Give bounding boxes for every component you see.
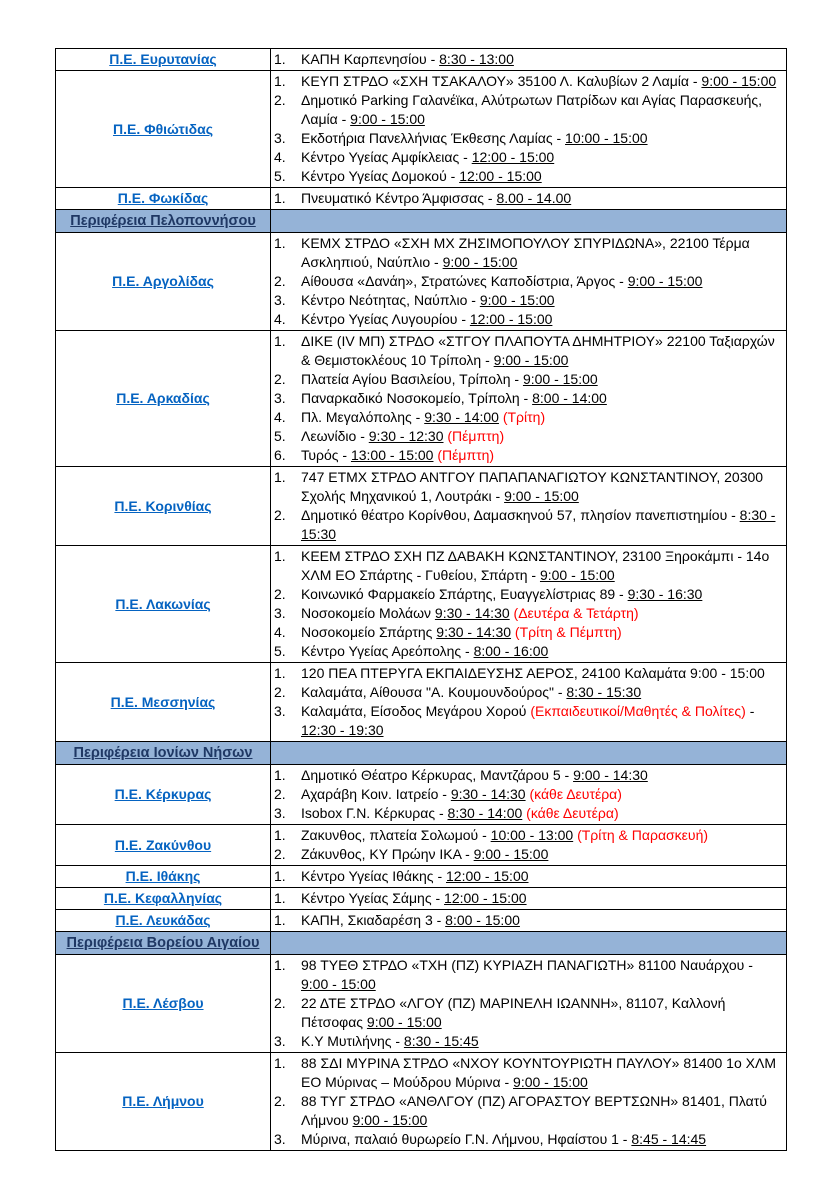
time-range: 9:30 - 14:30: [436, 624, 512, 640]
region-link[interactable]: Π.Ε. Κέρκυρας: [114, 786, 212, 802]
region-link[interactable]: Π.Ε. Αρκαδίας: [116, 390, 210, 406]
location-text: Νοσοκομείο Σπάρτης: [301, 624, 437, 640]
region-row: [56, 71, 787, 188]
region-cell: [56, 233, 271, 331]
item-number: 1.: [274, 333, 286, 349]
location-text: Τυρός -: [301, 447, 351, 463]
location-item: [274, 427, 783, 446]
item-number: 2.: [274, 995, 286, 1011]
region-link[interactable]: Π.Ε. Ζακύνθου: [114, 836, 212, 853]
region-row: [56, 866, 787, 888]
item-number: 2.: [274, 786, 286, 802]
locations-cell: [271, 765, 787, 825]
item-number: 1.: [274, 912, 286, 928]
item-text: [301, 468, 783, 506]
item-text: [301, 702, 783, 740]
item-text: [301, 91, 783, 129]
location-item: [274, 702, 783, 740]
location-item: [274, 956, 783, 994]
location-text: -: [745, 703, 755, 719]
location-text: Δημοτικό Θέατρο Κέρκυρας, Μαντζάρου 5 -: [301, 767, 574, 783]
location-item: [274, 785, 783, 804]
location-text: Λεωνίδιο -: [301, 428, 369, 444]
item-text: [301, 547, 783, 585]
region-row: [56, 955, 787, 1053]
region-row: [56, 331, 787, 467]
region-link[interactable]: Π.Ε. Μεσσηνίας: [110, 693, 216, 710]
time-range: 9:00 - 15:00: [513, 1074, 588, 1090]
region-link[interactable]: Π.Ε. Κορινθίας: [114, 497, 212, 514]
item-text: [301, 506, 783, 544]
location-text: ΚΑΠΗ Καρπενησίου -: [301, 51, 440, 67]
region-cell: [56, 71, 271, 188]
time-range: 8:30 - 15:30: [301, 507, 776, 542]
region-row: [56, 188, 787, 210]
item-text: [301, 50, 783, 69]
item-text: [301, 889, 783, 908]
region-row: [56, 49, 787, 71]
location-text: Παναρκαδικό Νοσοκομείο, Τρίπολη -: [301, 390, 533, 406]
item-number: 2.: [274, 273, 286, 289]
item-number: 1.: [274, 890, 286, 906]
time-range: 8:30 - 13:00: [439, 51, 514, 67]
location-text: Κέντρο Υγείας Σάμης -: [301, 890, 445, 906]
region-cell: [56, 888, 271, 910]
time-range: 8:30 - 15:30: [566, 684, 642, 700]
location-text: Ζάκυνθος, ΚΥ Πρώην ΙΚΑ -: [301, 846, 474, 862]
item-number: 4.: [274, 149, 286, 165]
item-number: 1.: [274, 665, 286, 681]
location-item: [274, 148, 783, 167]
item-number: 1.: [274, 767, 286, 783]
region-link[interactable]: Π.Ε. Λήμνου: [122, 1093, 204, 1109]
time-range: 9:00 - 15:00: [493, 352, 569, 368]
item-text: [301, 642, 783, 661]
item-number: 2.: [274, 846, 286, 862]
time-range: 9:30 - 14:00: [424, 409, 499, 425]
location-text: Αχαράβη Κοιν. Ιατρείο -: [301, 786, 451, 802]
locations-cell: [271, 546, 787, 663]
time-range: 9:30 - 16:30: [627, 586, 703, 602]
item-number: 1.: [274, 51, 286, 67]
schedule-note: (Πέμπτη): [447, 428, 505, 444]
item-number: 1.: [274, 469, 286, 485]
locations-cell: [271, 1053, 787, 1151]
item-text: [301, 623, 783, 642]
item-number: 5.: [274, 643, 286, 659]
region-link[interactable]: Π.Ε. Αργολίδας: [112, 273, 214, 289]
location-item: [274, 911, 783, 930]
region-link[interactable]: Π.Ε. Ευρυτανίας: [109, 51, 217, 67]
location-item: [274, 683, 783, 702]
time-range: 9:30 - 14:30: [450, 786, 526, 802]
item-text: [301, 310, 783, 329]
item-number: 5.: [274, 168, 286, 184]
location-item: [274, 91, 783, 129]
section-header-label: Περιφέρεια Βορείου Αιγαίου: [66, 934, 260, 951]
locations-cell: [271, 888, 787, 910]
time-range: 9:30 - 14:30: [434, 605, 510, 621]
schedule-note: (Εκπαιδευτικοί/Μαθητές & Πολίτες): [530, 703, 746, 719]
item-text: [301, 1032, 783, 1051]
location-item: [274, 468, 783, 506]
item-number: 1.: [274, 827, 286, 843]
time-range: 9:00 - 15:00: [352, 1112, 428, 1128]
location-item: [274, 642, 783, 661]
location-item: [274, 994, 783, 1032]
locations-cell: [271, 467, 787, 546]
location-item: [274, 129, 783, 148]
item-number: 2.: [274, 1093, 286, 1109]
item-text: [301, 1130, 783, 1149]
location-text: Νοσοκομείο Μολάων: [301, 605, 435, 621]
item-number: 1.: [274, 190, 286, 206]
item-text: [301, 234, 783, 272]
location-item: [274, 1130, 783, 1149]
locations-cell: [271, 866, 787, 888]
region-cell: [56, 1053, 271, 1151]
region-cell: [56, 825, 271, 866]
location-item: [274, 234, 783, 272]
location-item: [274, 1054, 783, 1092]
location-item: [274, 547, 783, 585]
region-cell: [56, 49, 271, 71]
locations-cell: [271, 910, 787, 932]
item-text: [301, 408, 783, 427]
location-text: ΔΙΚΕ (ΙV ΜΠ) ΣΤΡΔΟ «ΣΤΓΟΥ ΠΛΑΠΟΥΤΑ ΔΗΜΗΤΡΙΟΥ» 22100 Ταξιαρχών & Θεμιστοκλέους 10 Τρίπολη -: [301, 333, 775, 368]
location-item: [274, 585, 783, 604]
section-header-cell: [56, 932, 271, 955]
location-text: Πλ. Μεγαλόπολης -: [301, 409, 425, 425]
location-item: [274, 804, 783, 823]
location-text: ΚΕΥΠ ΣΤΡΔΟ «ΣΧΗ ΤΣΑΚΑΛΟΥ» 35100 Λ. Καλυβίων 2 Λαμία -: [301, 73, 702, 89]
item-number: 1.: [274, 957, 286, 973]
item-text: [301, 1054, 783, 1092]
location-text: Κέντρο Υγείας Αμφίκλειας -: [301, 149, 472, 165]
time-range: 8:00 - 15:00: [445, 912, 520, 928]
location-item: [274, 867, 783, 886]
locations-cell: [271, 188, 787, 210]
item-number: 1.: [274, 548, 286, 564]
location-item: [274, 332, 783, 370]
time-range: 12:00 - 15:00: [444, 890, 527, 906]
time-range: 8:45 - 14:45: [631, 1131, 707, 1147]
time-range: 8.00 - 14.00: [496, 190, 572, 206]
item-text: [301, 129, 783, 148]
location-text: ΚΕΜΧ ΣΤΡΔΟ «ΣΧΗ ΜΧ ΖΗΣΙΜΟΠΟΥΛΟΥ ΣΠΥΡΙΔΩΝΑ», 22100 Τέρμα Ασκληπιού, Ναύπλιο -: [301, 235, 750, 270]
region-link[interactable]: Π.Ε. Λακωνίας: [115, 595, 211, 612]
time-range: 9:00 - 15:00: [539, 567, 615, 583]
item-text: [301, 272, 783, 291]
item-number: 3.: [274, 1131, 286, 1147]
region-cell: [56, 467, 271, 546]
schedule-note: (Τρίτη): [502, 409, 546, 425]
location-text: 120 ΠΕΑ ΠΤΕΡΥΓΑ ΕΚΠΑΙΔΕΥΣΗΣ ΑΕΡΟΣ, 24100 Καλαμάτα 9:00 - 15:00: [301, 665, 765, 681]
item-number: 6.: [274, 447, 286, 463]
item-text: [301, 911, 783, 930]
time-range: 8:00 - 16:00: [473, 643, 549, 659]
location-text: 98 ΤΥΕΘ ΣΤΡΔΟ «ΤΧΗ (ΠΖ) ΚΥΡΙΑΖΗ ΠΑΝΑΓΙΩΤΗ» 81100 Ναυάρχου -: [301, 957, 753, 973]
item-text: [301, 148, 783, 167]
section-header-cell: [56, 742, 271, 765]
time-range: 10:00 - 15:00: [565, 130, 648, 146]
item-number: 4.: [274, 311, 286, 327]
time-range: 9:00 - 15:00: [366, 1014, 442, 1030]
section-header-row: [56, 932, 787, 955]
schedule-note: (Δευτέρα & Τετάρτη): [513, 605, 639, 621]
location-text: 88 ΤΥΓ ΣΤΡΔΟ «ΑΝΘΛΓΟΥ (ΠΖ) ΑΓΟΡΑΣΤΟΥ ΒΕΡΤΣΩΝΗ» 81401, Πλατύ Λήμνου: [301, 1093, 767, 1128]
section-header-empty-cell: [271, 742, 787, 765]
location-text: Isobox Γ.Ν. Κέρκυρας -: [301, 805, 448, 821]
location-item: [274, 389, 783, 408]
time-range: 12:00 - 15:00: [471, 149, 555, 165]
item-text: [301, 994, 783, 1032]
item-text: [301, 167, 783, 186]
time-range: 12:30 - 19:30: [301, 722, 384, 738]
region-row: [56, 663, 787, 742]
item-text: [301, 446, 783, 465]
time-range: 12:00 - 15:00: [446, 868, 529, 884]
region-row: [56, 467, 787, 546]
location-item: [274, 623, 783, 642]
time-range: 10:00 - 13:00: [490, 827, 574, 843]
location-item: [274, 310, 783, 329]
region-row: [56, 825, 787, 866]
item-number: 2.: [274, 684, 286, 700]
location-item: [274, 189, 783, 208]
time-range: 9:00 - 15:00: [479, 292, 555, 308]
region-link[interactable]: Π.Ε. Λευκάδας: [115, 912, 211, 928]
item-number: 3.: [274, 703, 286, 719]
schedule-note: (κάθε Δευτέρα): [526, 805, 619, 821]
location-item: [274, 766, 783, 785]
location-item: [274, 167, 783, 186]
location-text: Κέντρο Υγείας Ιθάκης -: [301, 868, 446, 884]
location-text: Καλαμάτα, Είσοδος Μεγάρου Χορού: [301, 703, 531, 719]
time-range: 13:00 - 15:00: [350, 447, 434, 463]
item-text: [301, 956, 783, 994]
time-range: 9:00 - 15:00: [473, 846, 549, 862]
item-text: [301, 189, 783, 208]
location-item: [274, 50, 783, 69]
location-item: [274, 506, 783, 544]
schedule-table: [55, 48, 787, 1151]
item-number: 3.: [274, 805, 286, 821]
location-item: [274, 446, 783, 465]
item-number: 3.: [274, 390, 286, 406]
location-item: [274, 664, 783, 683]
section-header-row: [56, 210, 787, 233]
location-text: Κοινωνικό Φαρμακείο Σπάρτης, Ευαγγελίστριας 89 -: [301, 586, 628, 602]
time-range: 12:00 - 15:00: [469, 311, 553, 327]
region-row: [56, 765, 787, 825]
locations-cell: [271, 331, 787, 467]
time-range: 12:00 - 15:00: [459, 168, 542, 184]
location-item: [274, 272, 783, 291]
location-text: 747 ΕΤΜΧ ΣΤΡΔΟ ΑΝΤΓΟΥ ΠΑΠΑΠΑΝΑΓΙΩΤΟΥ ΚΩΝΣΤΑΝΤΙΝΟΥ, 20300 Σχολής Μηχανικού 1, Λουτράκι -: [301, 469, 764, 504]
locations-cell: [271, 663, 787, 742]
item-text: [301, 370, 783, 389]
time-range: 9:00 - 15:00: [701, 73, 777, 89]
region-row: [56, 233, 787, 331]
time-range: 8:30 - 15:45: [403, 1033, 479, 1049]
region-row: [56, 1053, 787, 1151]
item-text: [301, 766, 783, 785]
region-link[interactable]: Π.Ε. Κεφαλληνίας: [103, 890, 223, 906]
time-range: 9:00 - 15:00: [301, 976, 376, 992]
location-text: ΚΑΠΗ, Σκιαδαρέση 3 -: [301, 912, 446, 928]
region-cell: [56, 910, 271, 932]
location-text: Κ.Υ Μυτιλήνης -: [301, 1033, 404, 1049]
region-cell: [56, 765, 271, 825]
location-text: Κέντρο Υγείας Λυγουρίου -: [301, 311, 470, 327]
item-number: 2.: [274, 586, 286, 602]
location-text: Μύρινα, παλαιό θυρωρείο Γ.Ν. Λήμνου, Ηφαίστου 1 -: [301, 1131, 632, 1147]
location-item: [274, 370, 783, 389]
location-item: [274, 72, 783, 91]
location-item: [274, 1032, 783, 1051]
item-text: [301, 664, 783, 683]
item-text: [301, 604, 783, 623]
region-cell: [56, 955, 271, 1053]
location-text: 88 ΣΔΙ ΜΥΡΙΝΑ ΣΤΡΔΟ «ΝΧΟΥ ΚΟΥΝΤΟΥΡΙΩΤΗ ΠΑΥΛΟΥ» 81400 1ο ΧΛΜ ΕΟ Μύρινας – Μούδρου Μύρινα -: [301, 1055, 776, 1090]
time-range: 8:30 - 14:00: [447, 805, 523, 821]
location-item: [274, 604, 783, 623]
item-text: [301, 683, 783, 702]
item-number: 1.: [274, 235, 286, 251]
section-header-label: Περιφέρεια Ιονίων Νήσων: [73, 744, 253, 761]
section-header-row: [56, 742, 787, 765]
section-header-label: Περιφέρεια Πελοποννήσου: [70, 212, 256, 229]
item-text: [301, 785, 783, 804]
time-range: 9:00 - 15:00: [350, 111, 425, 127]
item-number: 1.: [274, 868, 286, 884]
item-number: 4.: [274, 624, 286, 640]
item-text: [301, 804, 783, 823]
schedule-table-body: [56, 49, 787, 1151]
schedule-note: (κάθε Δευτέρα): [529, 786, 622, 802]
item-number: 3.: [274, 292, 286, 308]
item-number: 1.: [274, 1055, 286, 1071]
region-row: [56, 546, 787, 663]
region-cell: [56, 663, 271, 742]
region-cell: [56, 188, 271, 210]
location-text: 22 ΔΤΕ ΣΤΡΔΟ «ΛΓΟΥ (ΠΖ) ΜΑΡΙΝΕΛΗ ΙΩΑΝΝΗ», 81107, Καλλονή Πέτσοφας: [301, 995, 726, 1030]
time-range: 9:00 - 15:00: [627, 273, 703, 289]
location-text: Πνευματικό Κέντρο Άμφισσας -: [301, 190, 497, 206]
location-item: [274, 889, 783, 908]
location-text: Πλατεία Αγίου Βασιλείου, Τρίπολη -: [301, 371, 523, 387]
schedule-note: (Τρίτη & Παρασκευή): [577, 827, 709, 843]
item-number: 3.: [274, 1033, 286, 1049]
item-text: [301, 389, 783, 408]
schedule-note: (Πέμπτη): [437, 447, 495, 463]
item-number: 2.: [274, 507, 286, 523]
region-row: [56, 888, 787, 910]
locations-cell: [271, 825, 787, 866]
time-range: 9:30 - 12:30: [368, 428, 444, 444]
item-text: [301, 845, 783, 864]
time-range: 8:00 - 14:00: [532, 390, 607, 406]
location-text: Κέντρο Υγείας Δομοκού -: [301, 168, 460, 184]
item-number: 2.: [274, 371, 286, 387]
item-number: 5.: [274, 428, 286, 444]
location-text: Καλαμάτα, Αίθουσα "Α. Κουμουνδούρος" -: [301, 684, 567, 700]
locations-cell: [271, 49, 787, 71]
region-row: [56, 910, 787, 932]
item-text: [301, 867, 783, 886]
time-range: 9:00 - 15:00: [442, 254, 518, 270]
region-cell: [56, 866, 271, 888]
item-number: 4.: [274, 409, 286, 425]
item-number: 3.: [274, 130, 286, 146]
location-text: Εκδοτήρια Πανελλήνιας Έκθεσης Λαμίας -: [301, 130, 566, 146]
item-number: 1.: [274, 73, 286, 89]
item-number: 2.: [274, 92, 286, 108]
section-header-empty-cell: [271, 210, 787, 233]
section-header-cell: [56, 210, 271, 233]
item-text: [301, 291, 783, 310]
locations-cell: [271, 71, 787, 188]
location-item: [274, 826, 783, 845]
item-text: [301, 585, 783, 604]
region-link[interactable]: Π.Ε. Ιθάκης: [125, 868, 201, 884]
location-item: [274, 408, 783, 427]
time-range: 9:00 - 14:30: [573, 767, 648, 783]
region-link[interactable]: Π.Ε. Φθιώτιδας: [112, 120, 214, 137]
region-cell: [56, 331, 271, 467]
time-range: 9:00 - 15:00: [504, 488, 579, 504]
section-header-empty-cell: [271, 932, 787, 955]
item-text: [301, 72, 783, 91]
location-text: Κέντρο Υγείας Αρεόπολης -: [301, 643, 474, 659]
region-link[interactable]: Π.Ε. Λέσβου: [122, 995, 204, 1011]
time-range: 9:00 - 15:00: [522, 371, 598, 387]
location-item: [274, 1092, 783, 1130]
item-text: [301, 1092, 783, 1130]
location-text: Δημοτικό θέατρο Κορίνθου, Δαμασκηνού 57, πλησίον πανεπιστημίου -: [301, 507, 740, 523]
schedule-note: (Τρίτη & Πέμπτη): [514, 624, 622, 640]
location-text: Κέντρο Νεότητας, Ναύπλιο -: [301, 292, 480, 308]
location-item: [274, 291, 783, 310]
location-text: Ζακυνθος, πλατεία Σολωμού -: [301, 827, 491, 843]
region-link[interactable]: Π.Ε. Φωκίδας: [117, 190, 209, 206]
location-item: [274, 845, 783, 864]
item-number: 3.: [274, 605, 286, 621]
item-text: [301, 826, 783, 845]
location-text: Δημοτικό Parking Γαλανέϊκα, Αλύτρωτων Πατρίδων και Αγίας Παρασκευής, Λαμία -: [301, 92, 763, 127]
item-text: [301, 427, 783, 446]
locations-cell: [271, 233, 787, 331]
location-text: ΚΕΕΜ ΣΤΡΔΟ ΣΧΗ ΠΖ ΔΑΒΑΚΗ ΚΩΝΣΤΑΝΤΙΝΟΥ, 23100 Ξηροκάμπι - 14ο ΧΛΜ ΕΟ Σπάρτης - Γυθείου, Σπάρτη -: [301, 548, 770, 583]
locations-cell: [271, 955, 787, 1053]
location-text: Αίθουσα «Δανάη», Στρατώνες Καποδίστρια, Άργος -: [301, 273, 628, 289]
item-text: [301, 332, 783, 370]
region-cell: [56, 546, 271, 663]
